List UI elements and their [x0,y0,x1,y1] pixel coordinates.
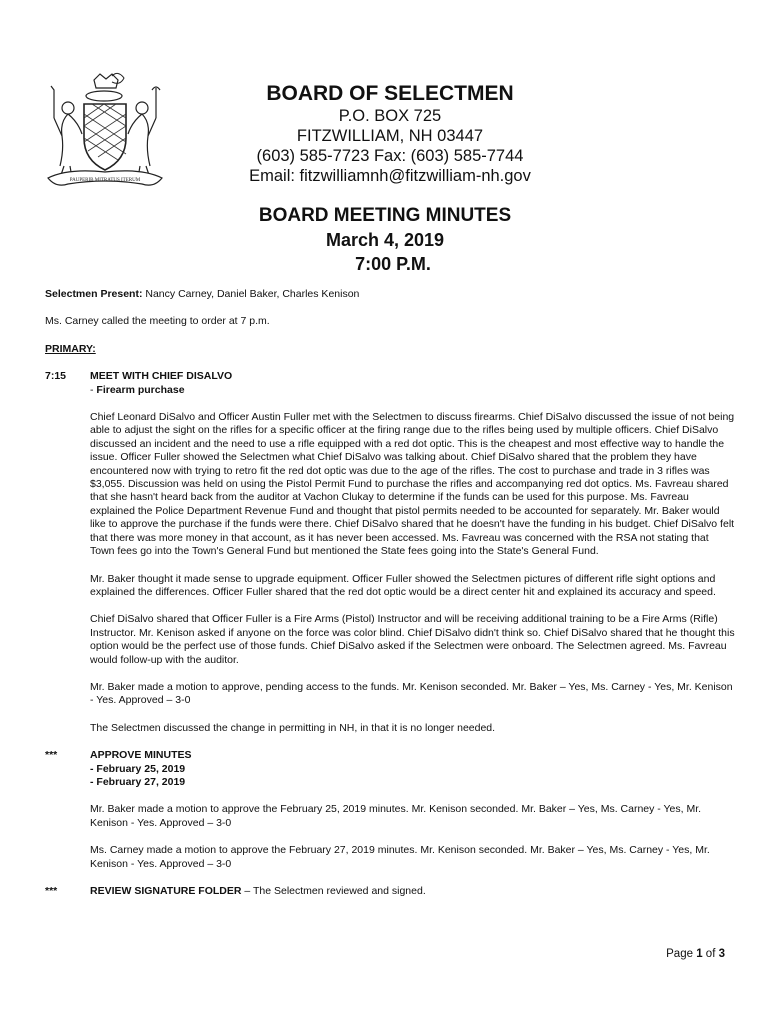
item2-motion-2: Ms. Carney made a motion to approve the February 27, 2019 minutes. Mr. Kenison seconded. Mr. Baker – Yes, Ms. Carney - Yes, Mr. Kenison - Yes. Approved – 3-0 [90,844,710,870]
minutes-heading [200,204,570,276]
item-marker: *** [45,749,58,762]
call-to-order: Ms. Carney called the meeting to order at 7 p.m. [45,315,270,328]
agenda-item-chief-disalvo [45,370,735,397]
minutes-body [45,288,735,898]
seal-banner-text: PAUPERIB MITRATUS ITERUM [69,178,141,183]
item-sub-dash: - [90,383,97,396]
item-title: MEET WITH CHIEF DISALVO [90,370,233,383]
item-subitem-2: - February 27, 2019 [90,775,186,788]
page-number: Page 1 of 3 [666,948,725,960]
document-title: BOARD MEETING MINUTES [258,205,512,226]
present-names: Nancy Carney, Daniel Baker, Charles Kenison [142,288,360,300]
item1-paragraph-1: Chief Leonard DiSalvo and Officer Austin Fuller met with the Selectmen to discuss firearms. Chief DiSalvo discussed the issue of not being able to adjust the sight on the rifles for a specific officer at the firing range due to the rifles being used by multiple officers. Chief DiSalvo discussed an incident and the need to use a rifle equipped with a red dot optic. This is the cheapest and most effective way to handle the issue. Officer Fuller showed the Selectmen what Chief DiSalvo was talking about. Chief DiSalvo shared that the problem they have encountered now with trying to retro fit the red dot optic was due to the age of the rifles. The cost to purchase and trade in 3 rifles was $3,055. Discussion was held on using the Pistol Permit Fund to purchase the rifles and accompanying red dot optics. Ms. Favreau shared that she hasn't heard back from the auditor at Vachon Clukay to determine if the funds can be used for this purpose. Ms. Favreau explained the Police Department Revenue Fund and thought that pistol permits needed to be accounted for separately. Mr. Baker would like to approve the purchase if the funds were there. Chief DiSalvo shared that he doesn't have the funding in his budget. Chief DiSalvo felt that there was more money in that account, as it has never been accessed. Ms. Favreau was concerned with the RSA not stating that Town fees go into the Town's General Fund but mentioned the State fees going into the State's General Fund. [90,411,735,558]
agenda-item-approve-minutes [45,749,735,789]
item-title: APPROVE MINUTES [90,749,192,762]
item-subitem-1: - February 25, 2019 [90,762,186,775]
letterhead [210,82,570,186]
item-subtitle: Firearm purchase [96,383,185,396]
agenda-item-signature-folder [45,885,735,898]
phone-fax: (603) 585-7723 Fax: (603) 585-7744 [256,147,524,165]
item-title: REVIEW SIGNATURE FOLDER [90,885,242,897]
present-label: Selectmen Present: [45,288,143,300]
item-marker: *** [45,885,58,897]
primary-section-label: PRIMARY: [45,342,96,355]
item-time: 7:15 [45,370,67,383]
meeting-time: 7:00 P.M. [355,254,431,274]
total-pages: 3 [718,948,725,960]
po-box: P.O. BOX 725 [338,107,442,125]
city-state-zip: FITZWILLIAM, NH 03447 [296,127,484,145]
organization-title: BOARD OF SELECTMEN [266,82,514,105]
item1-paragraph-5: The Selectmen discussed the change in permitting in NH, in that it is no longer needed. [90,721,496,734]
attendance-line [45,288,735,301]
item1-motion: Mr. Baker made a motion to approve, pending access to the funds. Mr. Kenison seconded. Mr. Baker – Yes, Ms. Carney - Yes, Mr. Kenison - Yes. Approved – 3-0 [90,680,733,707]
email-line: Email: fitzwilliamnh@fitzwilliam-nh.gov [249,167,531,185]
current-page: 1 [696,948,703,960]
meeting-date: March 4, 2019 [325,230,445,250]
item1-paragraph-3: Chief DiSalvo shared that Officer Fuller is a Fire Arms (Pistol) Instructor and will be receiving additional training to be a Fire Arms (Rifle) Instructor. Mr. Kenison asked if anyone on the force was color blind. Chief DiSalvo didn't think so. Chief DiSalvo shared that he thought this option would be the perfect use of those funds. Chief DiSalvo asked if the Selectmen were onboard. The Selectmen agreed. Ms. Favreau would follow-up with the auditor. [90,613,735,666]
town-seal-icon [42,70,172,195]
item1-paragraph-2: Mr. Baker thought it made sense to upgrade equipment. Officer Fuller showed the Selectmen pictures of different rifle sight options and explained the differences. Officer Fuller shared that the red dot optic would be a direct center hit and explained its accuracy and speed. [90,572,716,598]
item-text: – The Selectmen reviewed and signed. [241,885,426,897]
item2-motion-1: Mr. Baker made a motion to approve the February 25, 2019 minutes. Mr. Kenison seconded. Mr. Baker – Yes, Ms. Carney - Yes, Mr. Kenison - Yes. Approved – 3-0 [90,803,702,829]
